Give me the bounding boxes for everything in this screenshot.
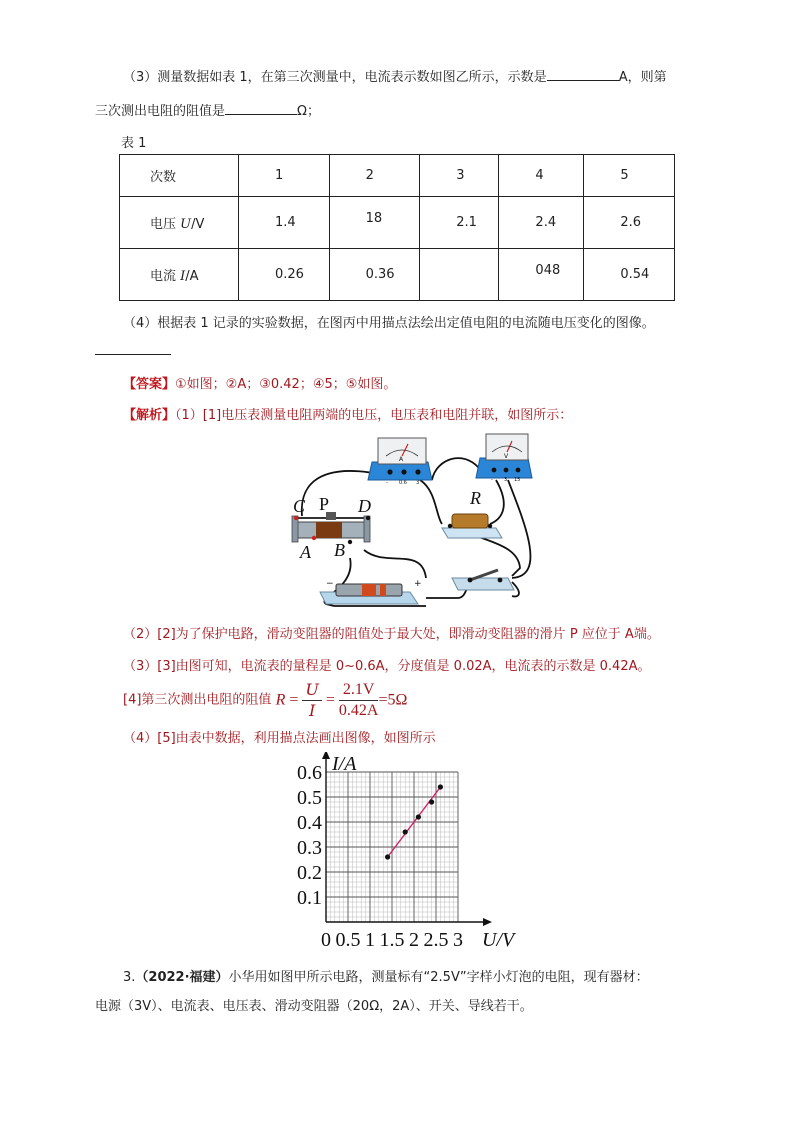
analysis-p4 (123, 680, 407, 721)
x-tick-label: 0 (321, 929, 331, 951)
q3-unit-b: Ω； (297, 104, 320, 119)
data-table (119, 154, 675, 301)
table-cell: 2.6 (584, 197, 675, 249)
answer-tag: 【答案】 (123, 377, 176, 392)
table-cell: 2.4 (499, 197, 584, 249)
voltmeter-terminal-label: 15 (514, 477, 521, 483)
data-point (385, 854, 390, 859)
battery-plus-label: + (414, 579, 422, 589)
x-tick-label: 3 (453, 929, 463, 951)
ammeter-terminal-label: 0.6 (399, 480, 407, 486)
voltmeter-terminal-label: - (491, 477, 493, 483)
label-c: C (293, 496, 306, 516)
table-cell: 0.36 (329, 249, 420, 301)
table-header-cell: 2 (329, 155, 420, 197)
y-tick-label: 0.3 (297, 837, 322, 859)
y-axis-label: I/A (332, 753, 357, 775)
analysis-p1: （1）[1]电压表测量电阻两端的电压，电压表和电阻并联，如图所示： (175, 408, 573, 423)
label-p: P (319, 494, 330, 514)
battery-minus-label: − (326, 579, 334, 589)
label-a: A (300, 542, 311, 562)
rheostat (292, 512, 370, 544)
data-point (403, 829, 408, 834)
x-axis-arrow (483, 918, 492, 926)
q3-blank-resistance[interactable] (225, 100, 297, 115)
q3-blank-current[interactable] (547, 66, 619, 81)
table-cell (420, 249, 499, 301)
formula-lead: [4]第三次测出电阻的阻值 (123, 692, 276, 708)
x-tick-label: 2.5 (423, 929, 449, 951)
table-cell: 1.4 (239, 197, 330, 249)
answer-line (123, 373, 396, 392)
table-header-cell: 次数 (120, 155, 239, 197)
table-cell: 0.26 (239, 249, 330, 301)
chart-grid-major (326, 772, 458, 922)
q-next-source: （2022·福建） (135, 970, 229, 985)
table-row-voltage (120, 197, 675, 249)
ammeter-terminal-label: 3 (416, 480, 420, 486)
q-next-text: 小华用如图甲所示电路，测量标有“2.5V”字样小灯泡的电阻，现有器材： (228, 970, 649, 985)
formula-fraction-values: $\frac{2.1V}{0.42A}$ (338, 681, 379, 719)
row-label-voltage: 电压 U/V (120, 197, 239, 249)
formula-fraction-ui: $\frac{U}{I}$ (302, 680, 321, 721)
voltmeter (476, 434, 532, 483)
formula-equals: = (321, 691, 339, 709)
table-cell: 0.54 (584, 249, 675, 301)
q3-unit-a: A，则第 (618, 70, 667, 85)
y-axis-arrow (322, 752, 330, 759)
formula-r: R (275, 691, 286, 709)
separator-rule (95, 354, 171, 355)
q-next-line-1 (123, 966, 649, 985)
q-next-line-2: 电源（3V）、电流表、电压表、滑动变阻器（20Ω，2A）、开关、导线若干。 (95, 999, 533, 1014)
analysis-p5: （4）[5]由表中数据，利用描点法画出图像，如图所示 (123, 731, 436, 746)
data-point (438, 784, 443, 789)
table-row-current (120, 249, 675, 301)
voltmeter-face-label: V (504, 453, 509, 460)
table-cell: 18 (329, 197, 420, 249)
analysis-line-1 (123, 404, 572, 423)
q3-line-2 (95, 100, 320, 119)
table-header-cell: 1 (239, 155, 330, 197)
ammeter (368, 438, 432, 486)
table-cell: 2.1 (420, 197, 499, 249)
circuit-diagram (286, 428, 540, 612)
row-label-current: 电流 I/A (120, 249, 239, 301)
x-tick-label: 1.5 (379, 929, 405, 951)
voltmeter-terminal-label: 3 (504, 477, 508, 483)
q3-text-b: 三次测出电阻的阻值是 (95, 104, 226, 119)
ammeter-terminal-label: - (386, 480, 388, 486)
q3-line-1 (123, 66, 667, 85)
table-header-row (120, 155, 675, 197)
q3-text-a: （3）测量数据如表 1，在第三次测量中，电流表示数如图乙所示，示数是 (123, 70, 547, 85)
resistor (442, 514, 502, 538)
chart-axes (322, 752, 492, 926)
answer-text: ①如图；②A；③0.42；④5；⑤如图。 (175, 377, 397, 392)
table-caption: 表 1 (121, 136, 147, 151)
table-header-cell: 5 (584, 155, 675, 197)
table-header-cell: 4 (499, 155, 584, 197)
iu-graph (290, 752, 530, 952)
q4-text: （4）根据表 1 记录的实验数据，在图丙中用描点法绘出定值电阻的电流随电压变化的图像。 (123, 316, 655, 331)
y-tick-label: 0.6 (297, 762, 322, 784)
formula-equals: = (285, 691, 303, 709)
y-tick-label: 0.2 (297, 862, 322, 884)
label-d: D (358, 496, 371, 516)
table-cell: 048 (499, 249, 584, 301)
analysis-p2: （2）[2]为了保护电路，滑动变阻器的阻值处于最大处，即滑动变阻器的滑片 P 应位于 A端。 (123, 627, 660, 642)
table-header-cell: 3 (420, 155, 499, 197)
analysis-tag: 【解析】 (123, 408, 176, 423)
y-tick-label: 0.4 (297, 812, 322, 834)
battery (320, 579, 422, 604)
x-tick-label: 0.5 (335, 929, 361, 951)
ammeter-face-label: A (399, 456, 404, 463)
label-r: R (470, 488, 481, 508)
q-next-number: 3. (123, 970, 136, 985)
x-axis-label: U/V (482, 929, 515, 951)
data-point (429, 799, 434, 804)
y-tick-label: 0.5 (297, 787, 322, 809)
x-tick-label: 2 (409, 929, 419, 951)
formula-result: =5Ω (378, 691, 408, 709)
label-b: B (334, 540, 345, 560)
analysis-p3: （3）[3]由图可知，电流表的量程是 0~0.6A，分度值是 0.02A，电流表的示数是 0.42A。 (123, 659, 651, 674)
y-tick-label: 0.1 (297, 887, 322, 909)
x-tick-label: 1 (365, 929, 375, 951)
switch (452, 570, 514, 590)
data-point (416, 814, 421, 819)
